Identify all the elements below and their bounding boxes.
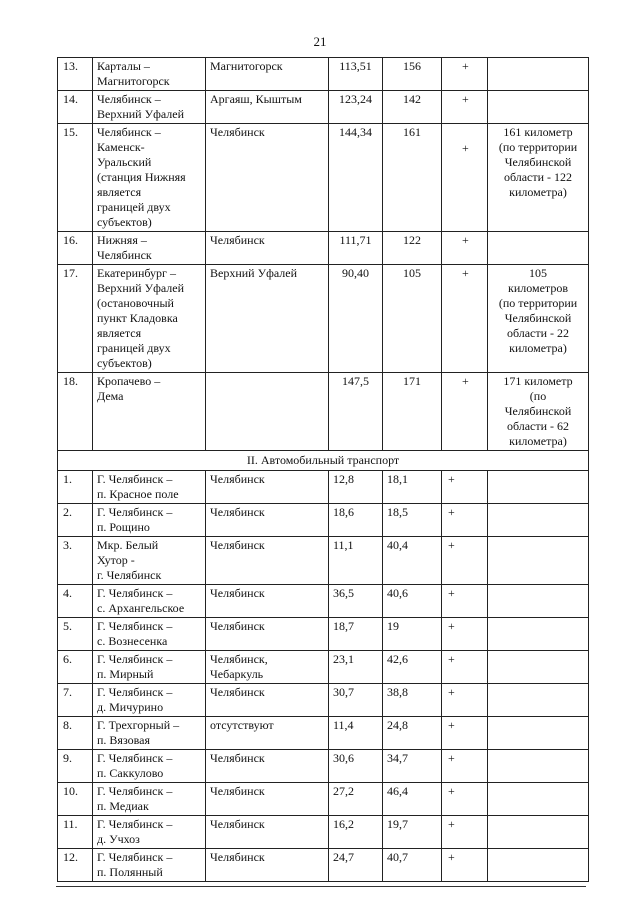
section-row — [58, 451, 589, 471]
row-number: 13. — [58, 58, 93, 91]
municipality-cell: Челябинск — [206, 816, 329, 849]
note-cell — [488, 750, 589, 783]
mark-cell: + — [442, 537, 488, 585]
municipality-cell: Челябинск, Чебаркуль — [206, 651, 329, 684]
price-cell: 161 — [383, 124, 442, 232]
municipality-cell: Челябинск — [206, 232, 329, 265]
note-cell — [488, 537, 589, 585]
price-cell: 40,7 — [383, 849, 442, 882]
municipality-cell: Челябинск — [206, 750, 329, 783]
row-number: 11. — [58, 816, 93, 849]
route-cell: Карталы – Магнитогорск — [93, 58, 206, 91]
price-cell: 24,8 — [383, 717, 442, 750]
price-cell: 122 — [383, 232, 442, 265]
price-cell: 18,5 — [383, 504, 442, 537]
distance-cell: 23,1 — [329, 651, 383, 684]
distance-cell: 36,5 — [329, 585, 383, 618]
note-cell — [488, 849, 589, 882]
price-cell: 19 — [383, 618, 442, 651]
distance-cell: 18,7 — [329, 618, 383, 651]
route-cell: Челябинск – Каменск- Уральский (станция Нижняя является границей двух субъектов) — [93, 124, 206, 232]
route-cell: Г. Челябинск – п. Красное поле — [93, 471, 206, 504]
municipality-cell: Верхний Уфалей — [206, 265, 329, 373]
route-cell: Г. Челябинск – п. Медиак — [93, 783, 206, 816]
table-row — [58, 265, 589, 373]
table-row — [58, 232, 589, 265]
route-cell: Челябинск – Верхний Уфалей — [93, 91, 206, 124]
table-row — [58, 58, 589, 91]
municipality-cell — [206, 373, 329, 451]
row-number: 15. — [58, 124, 93, 232]
note-cell — [488, 504, 589, 537]
distance-cell: 11,1 — [329, 537, 383, 585]
municipality-cell: Аргаяш, Кыштым — [206, 91, 329, 124]
municipality-cell: Магнитогорск — [206, 58, 329, 91]
distance-cell: 12,8 — [329, 471, 383, 504]
mark-cell: + — [442, 504, 488, 537]
route-cell: Нижняя – Челябинск — [93, 232, 206, 265]
route-cell: Кропачево – Дема — [93, 373, 206, 451]
mark-cell: + — [442, 124, 488, 232]
mark-cell: + — [442, 91, 488, 124]
municipality-cell: Челябинск — [206, 783, 329, 816]
table-row — [58, 471, 589, 504]
table-row — [58, 684, 589, 717]
distance-cell: 27,2 — [329, 783, 383, 816]
mark-cell: + — [442, 717, 488, 750]
note-cell — [488, 471, 589, 504]
price-cell: 34,7 — [383, 750, 442, 783]
section-title: II. Автомобильный транспорт — [58, 451, 589, 471]
distance-cell: 111,71 — [329, 232, 383, 265]
row-number: 5. — [58, 618, 93, 651]
note-cell — [488, 651, 589, 684]
note-cell — [488, 783, 589, 816]
price-cell: 40,4 — [383, 537, 442, 585]
distance-cell: 123,24 — [329, 91, 383, 124]
row-number: 17. — [58, 265, 93, 373]
mark-cell: + — [442, 58, 488, 91]
price-cell: 142 — [383, 91, 442, 124]
table-row — [58, 91, 589, 124]
municipality-cell: отсутствуют — [206, 717, 329, 750]
row-number: 8. — [58, 717, 93, 750]
mark-cell: + — [442, 585, 488, 618]
mark-cell: + — [442, 783, 488, 816]
mark-cell: + — [442, 373, 488, 451]
municipality-cell: Челябинск — [206, 618, 329, 651]
note-cell — [488, 58, 589, 91]
distance-cell: 18,6 — [329, 504, 383, 537]
distance-cell: 147,5 — [329, 373, 383, 451]
price-cell: 19,7 — [383, 816, 442, 849]
distance-cell: 90,40 — [329, 265, 383, 373]
table-row — [58, 849, 589, 882]
mark-cell: + — [442, 750, 488, 783]
price-cell: 18,1 — [383, 471, 442, 504]
distance-cell: 11,4 — [329, 717, 383, 750]
table-row — [58, 783, 589, 816]
route-cell: Г. Челябинск – с. Архангельское — [93, 585, 206, 618]
row-number: 2. — [58, 504, 93, 537]
table-row — [58, 618, 589, 651]
table-row — [58, 816, 589, 849]
mark-cell: + — [442, 232, 488, 265]
municipality-cell: Челябинск — [206, 684, 329, 717]
table-row — [58, 585, 589, 618]
row-number: 3. — [58, 537, 93, 585]
price-cell: 105 — [383, 265, 442, 373]
price-cell: 40,6 — [383, 585, 442, 618]
route-cell: Мкр. Белый Хутор - г. Челябинск — [93, 537, 206, 585]
mark-cell: + — [442, 651, 488, 684]
table-row — [58, 717, 589, 750]
route-cell: Г. Челябинск – п. Мирный — [93, 651, 206, 684]
municipality-cell: Челябинск — [206, 585, 329, 618]
mark-cell: + — [442, 849, 488, 882]
note-cell — [488, 684, 589, 717]
route-cell: Г. Челябинск – п. Саккулово — [93, 750, 206, 783]
route-cell: Г. Челябинск – п. Рощино — [93, 504, 206, 537]
table-row — [58, 537, 589, 585]
distance-cell: 144,34 — [329, 124, 383, 232]
route-cell: Г. Челябинск – д. Мичурино — [93, 684, 206, 717]
note-cell: 161 километр (по территории Челябинской области - 122 километра) — [488, 124, 589, 232]
row-number: 7. — [58, 684, 93, 717]
mark-cell: + — [442, 618, 488, 651]
page-number: 21 — [313, 34, 327, 49]
mark-cell: + — [442, 816, 488, 849]
municipality-cell: Челябинск — [206, 504, 329, 537]
distance-cell: 16,2 — [329, 816, 383, 849]
price-cell: 38,8 — [383, 684, 442, 717]
row-number: 4. — [58, 585, 93, 618]
mark-cell: + — [442, 471, 488, 504]
municipality-cell: Челябинск — [206, 537, 329, 585]
municipality-cell: Челябинск — [206, 124, 329, 232]
municipality-cell: Челябинск — [206, 471, 329, 504]
note-cell: 105 километров (по территории Челябинской области - 22 километра) — [488, 265, 589, 373]
row-number: 12. — [58, 849, 93, 882]
distance-cell: 24,7 — [329, 849, 383, 882]
note-cell — [488, 91, 589, 124]
row-number: 1. — [58, 471, 93, 504]
route-cell: Екатеринбург – Верхний Уфалей (остановочный пункт Кладовка является границей двух субъектов) — [93, 265, 206, 373]
route-cell: Г. Трехгорный – п. Вязовая — [93, 717, 206, 750]
mark-cell: + — [442, 684, 488, 717]
note-cell — [488, 585, 589, 618]
note-cell — [488, 232, 589, 265]
note-cell — [488, 816, 589, 849]
table-row — [58, 373, 589, 451]
route-cell: Г. Челябинск – п. Полянный — [93, 849, 206, 882]
distance-cell: 113,51 — [329, 58, 383, 91]
note-cell: 171 километр (по Челябинской области - 62 километра) — [488, 373, 589, 451]
routes-table — [57, 57, 589, 882]
price-cell: 46,4 — [383, 783, 442, 816]
route-cell: Г. Челябинск – д. Учхоз — [93, 816, 206, 849]
distance-cell: 30,7 — [329, 684, 383, 717]
price-cell: 156 — [383, 58, 442, 91]
table-row — [58, 750, 589, 783]
bottom-rule — [56, 886, 586, 887]
row-number: 18. — [58, 373, 93, 451]
note-cell — [488, 618, 589, 651]
table-row — [58, 651, 589, 684]
note-cell — [488, 717, 589, 750]
row-number: 10. — [58, 783, 93, 816]
mark-cell: + — [442, 265, 488, 373]
distance-cell: 30,6 — [329, 750, 383, 783]
section-heading-group — [58, 451, 589, 471]
row-number: 14. — [58, 91, 93, 124]
row-number: 16. — [58, 232, 93, 265]
row-number: 6. — [58, 651, 93, 684]
price-cell: 171 — [383, 373, 442, 451]
rail-section — [58, 58, 589, 451]
price-cell: 42,6 — [383, 651, 442, 684]
row-number: 9. — [58, 750, 93, 783]
route-cell: Г. Челябинск – с. Вознесенка — [93, 618, 206, 651]
auto-section — [58, 471, 589, 882]
table-row — [58, 504, 589, 537]
municipality-cell: Челябинск — [206, 849, 329, 882]
table-row — [58, 124, 589, 232]
